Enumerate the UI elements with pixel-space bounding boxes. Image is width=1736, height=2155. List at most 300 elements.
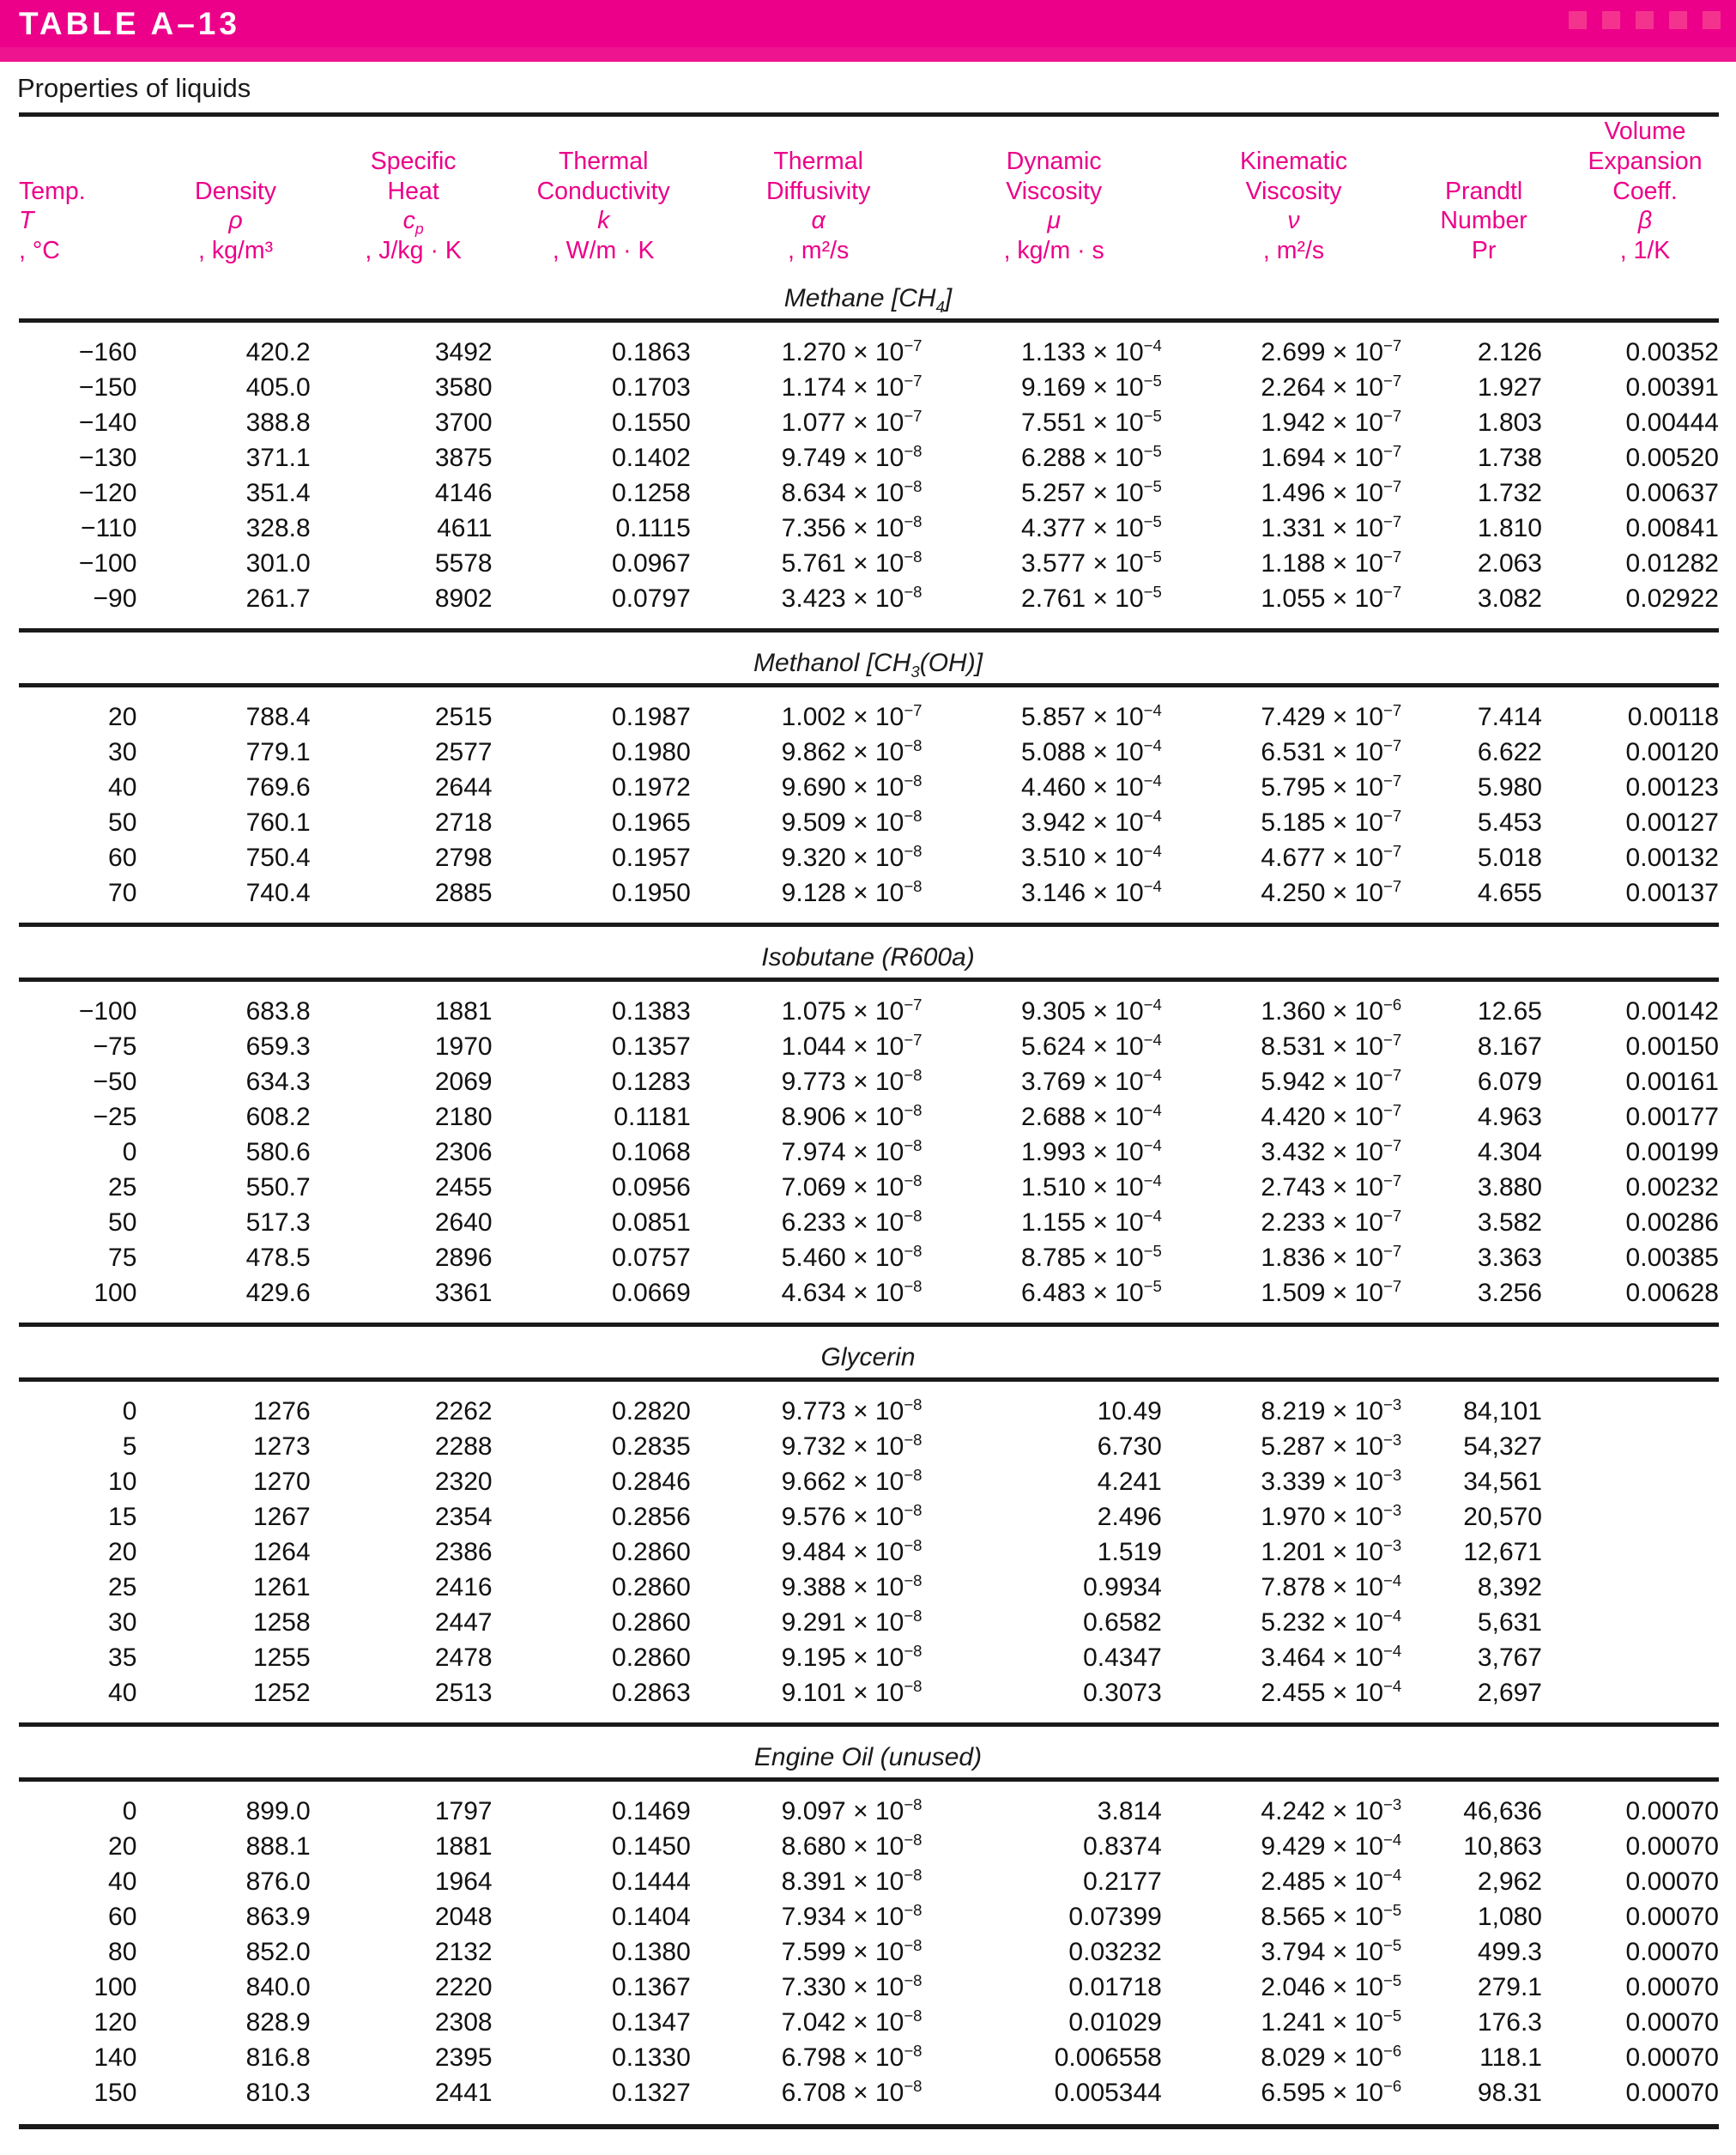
cell-dynamic-viscosity: $5.088 \times 10^{-4}$ xyxy=(1021,736,1162,767)
cell-thermal-conductivity: 0.1068 xyxy=(612,1138,691,1167)
cell-dynamic-viscosity: 0.005344 xyxy=(1054,2079,1162,2108)
cell-volume-expansion-coeff: 0.00070 xyxy=(1625,2079,1719,2108)
cell-density: 405.0 xyxy=(245,373,311,403)
cell-kinematic-viscosity: $5.942 \times 10^{-7}$ xyxy=(1261,1066,1402,1097)
cell-dynamic-viscosity: 0.8374 xyxy=(1083,1832,1162,1861)
cell-thermal-diffusivity: $9.862 \times 10^{-8}$ xyxy=(781,736,922,767)
cell-prandtl-number: 4.655 xyxy=(1477,879,1542,908)
cell-dynamic-viscosity: $1.510 \times 10^{-4}$ xyxy=(1021,1171,1162,1202)
cell-temp: −120 xyxy=(78,479,137,508)
cell-prandtl-number: 118.1 xyxy=(1479,2043,1542,2073)
cell-dynamic-viscosity: $3.146 \times 10^{-4}$ xyxy=(1021,877,1162,908)
cell-volume-expansion-coeff xyxy=(1554,1394,1736,1429)
cell-temp: 40 xyxy=(108,773,137,802)
cell-dynamic-viscosity: 0.4347 xyxy=(1083,1643,1162,1673)
section-title-row xyxy=(0,633,1736,683)
cell-thermal-diffusivity: $7.599 \times 10^{-8}$ xyxy=(781,1936,922,1967)
col-alpha-line1: Thermal xyxy=(773,147,863,175)
col-temp-line2: Temp. xyxy=(19,177,86,205)
cell-prandtl-number: 176.3 xyxy=(1477,2008,1542,2037)
cell-thermal-diffusivity: $3.423 \times 10^{-8}$ xyxy=(781,583,922,614)
cell-temp: −100 xyxy=(78,549,137,578)
table-header-bar xyxy=(0,0,1736,47)
cell-dynamic-viscosity: 0.01718 xyxy=(1068,1973,1162,2002)
cell-density: 788.4 xyxy=(245,703,311,732)
table-header-accent-strip xyxy=(0,47,1736,62)
cell-prandtl-number: 6.622 xyxy=(1477,738,1542,767)
column-header-dynamic-viscosity xyxy=(935,117,1174,268)
cell-dynamic-viscosity: $2.688 \times 10^{-4}$ xyxy=(1021,1101,1162,1132)
cell-volume-expansion-coeff xyxy=(1554,1429,1736,1464)
cell-prandtl-number: 5,631 xyxy=(1477,1608,1542,1637)
cell-kinematic-viscosity: $3.432 \times 10^{-7}$ xyxy=(1261,1136,1402,1167)
cell-dynamic-viscosity: $8.785 \times 10^{-5}$ xyxy=(1021,1242,1162,1273)
cell-density: 810.3 xyxy=(245,2079,311,2108)
cell-thermal-conductivity: 0.1957 xyxy=(612,844,691,873)
cell-volume-expansion-coeff: 0.00637 xyxy=(1625,479,1719,508)
cell-thermal-diffusivity: $9.320 \times 10^{-8}$ xyxy=(781,842,922,873)
col-nu-line2: Viscosity xyxy=(1245,177,1342,205)
cell-thermal-diffusivity: $9.662 \times 10^{-8}$ xyxy=(781,1466,922,1497)
cell-volume-expansion-coeff: 0.00520 xyxy=(1625,444,1719,473)
cell-prandtl-number: 12.65 xyxy=(1477,997,1542,1026)
cell-thermal-diffusivity: $9.690 \times 10^{-8}$ xyxy=(781,772,922,802)
properties-of-liquids-table xyxy=(0,117,1736,2110)
cell-dynamic-viscosity: $9.305 \times 10^{-4}$ xyxy=(1021,996,1162,1026)
table-row xyxy=(0,1029,1736,1064)
cell-density: 1276 xyxy=(252,1397,311,1426)
cell-prandtl-number: 499.3 xyxy=(1477,1938,1542,1967)
table-row xyxy=(0,1240,1736,1275)
cell-thermal-conductivity: 0.0797 xyxy=(612,584,691,614)
cell-volume-expansion-coeff: 0.00070 xyxy=(1625,1832,1719,1861)
cell-thermal-conductivity: 0.1327 xyxy=(612,2079,691,2108)
cell-temp: 0 xyxy=(122,1138,137,1167)
cell-density: 750.4 xyxy=(245,844,311,873)
cell-density: 779.1 xyxy=(245,738,311,767)
cell-specific-heat: 1970 xyxy=(434,1032,493,1062)
cell-specific-heat: 2354 xyxy=(434,1503,493,1532)
cell-density: 388.8 xyxy=(245,409,311,438)
column-header-temp xyxy=(0,117,148,268)
cell-volume-expansion-coeff: 0.01282 xyxy=(1625,549,1719,578)
cell-volume-expansion-coeff: 0.00120 xyxy=(1625,738,1719,767)
cell-dynamic-viscosity: $1.133 \times 10^{-4}$ xyxy=(1021,336,1162,367)
cell-volume-expansion-coeff: 0.00070 xyxy=(1625,1867,1719,1897)
cell-volume-expansion-coeff: 0.00127 xyxy=(1625,808,1719,838)
cell-prandtl-number: 8.167 xyxy=(1477,1032,1542,1062)
decor-square-icon xyxy=(1669,11,1687,29)
cell-thermal-conductivity: 0.0956 xyxy=(612,1173,691,1202)
cell-prandtl-number: 279.1 xyxy=(1477,1973,1542,2002)
col-beta-line2: Coeff. xyxy=(1612,177,1678,205)
cell-specific-heat: 2288 xyxy=(434,1432,493,1462)
cell-volume-expansion-coeff: 0.00352 xyxy=(1625,338,1719,367)
cell-specific-heat: 4146 xyxy=(434,479,493,508)
cell-temp: −160 xyxy=(78,338,137,367)
cell-volume-expansion-coeff xyxy=(1554,1499,1736,1535)
table-row xyxy=(0,1864,1736,1899)
cell-kinematic-viscosity: $8.531 \times 10^{-7}$ xyxy=(1261,1031,1402,1062)
cell-temp: 20 xyxy=(108,1538,137,1567)
col-pr-line2: Number xyxy=(1440,207,1527,235)
cell-thermal-diffusivity: $9.101 \times 10^{-8}$ xyxy=(781,1677,922,1708)
cell-temp: 40 xyxy=(108,1679,137,1708)
cell-thermal-conductivity: 0.2860 xyxy=(612,1643,691,1673)
cell-thermal-diffusivity: $7.356 \times 10^{-8}$ xyxy=(781,512,922,543)
cell-dynamic-viscosity: $3.510 \times 10^{-4}$ xyxy=(1021,842,1162,873)
cell-temp: 0 xyxy=(122,1397,137,1426)
cell-prandtl-number: 1.738 xyxy=(1477,444,1542,473)
cell-specific-heat: 2513 xyxy=(434,1679,493,1708)
cell-temp: 50 xyxy=(108,1208,137,1238)
cell-volume-expansion-coeff: 0.00385 xyxy=(1625,1244,1719,1273)
cell-volume-expansion-coeff: 0.02922 xyxy=(1625,584,1719,614)
cell-density: 420.2 xyxy=(245,338,311,367)
cell-specific-heat: 2308 xyxy=(434,2008,493,2037)
cell-kinematic-viscosity: $4.677 \times 10^{-7}$ xyxy=(1261,842,1402,873)
cell-temp: 40 xyxy=(108,1867,137,1897)
cell-prandtl-number: 46,636 xyxy=(1463,1797,1542,1826)
cell-prandtl-number: 3.256 xyxy=(1477,1279,1542,1308)
cell-temp: −110 xyxy=(81,514,137,543)
cell-specific-heat: 2069 xyxy=(434,1068,493,1097)
table-row xyxy=(0,440,1736,475)
col-pr-unit: Pr xyxy=(1471,237,1497,265)
cell-thermal-diffusivity: $9.097 \times 10^{-8}$ xyxy=(781,1795,922,1826)
column-header-specific-heat xyxy=(323,117,505,268)
cell-kinematic-viscosity: $4.242 \times 10^{-3}$ xyxy=(1261,1795,1402,1826)
cell-specific-heat: 8902 xyxy=(434,584,493,614)
cell-thermal-conductivity: 0.1469 xyxy=(612,1797,691,1826)
cell-specific-heat: 2180 xyxy=(434,1103,493,1132)
cell-thermal-conductivity: 0.1703 xyxy=(612,373,691,403)
cell-specific-heat: 2395 xyxy=(434,2043,493,2073)
cell-volume-expansion-coeff: 0.00070 xyxy=(1625,1903,1719,1932)
cell-dynamic-viscosity: 2.496 xyxy=(1097,1503,1162,1532)
cell-thermal-conductivity: 0.1330 xyxy=(612,2043,691,2073)
cell-specific-heat: 2885 xyxy=(434,879,493,908)
cell-dynamic-viscosity: 10.49 xyxy=(1097,1397,1162,1426)
cell-prandtl-number: 12,671 xyxy=(1463,1538,1542,1567)
cell-kinematic-viscosity: $1.694 \times 10^{-7}$ xyxy=(1261,442,1402,473)
table-row xyxy=(0,2005,1736,2040)
cell-temp: 75 xyxy=(108,1244,137,1273)
cell-density: 683.8 xyxy=(245,997,311,1026)
cell-specific-heat: 2447 xyxy=(434,1608,493,1637)
cell-prandtl-number: 2,962 xyxy=(1477,1867,1542,1897)
cell-prandtl-number: 34,561 xyxy=(1463,1468,1542,1497)
cell-volume-expansion-coeff xyxy=(1554,1535,1736,1570)
cell-density: 816.8 xyxy=(245,2043,311,2073)
cell-kinematic-viscosity: $9.429 \times 10^{-4}$ xyxy=(1261,1831,1402,1861)
cell-density: 1273 xyxy=(252,1432,311,1462)
cell-thermal-conductivity: 0.2856 xyxy=(612,1503,691,1532)
cell-dynamic-viscosity: 0.6582 xyxy=(1083,1608,1162,1637)
cell-temp: 60 xyxy=(108,1903,137,1932)
cell-prandtl-number: 4.963 xyxy=(1477,1103,1542,1132)
spacer-row xyxy=(0,323,1736,335)
cell-volume-expansion-coeff: 0.00142 xyxy=(1625,997,1719,1026)
spacer-row xyxy=(0,687,1736,699)
cell-thermal-diffusivity: $8.391 \times 10^{-8}$ xyxy=(781,1866,922,1897)
cell-density: 301.0 xyxy=(245,549,311,578)
cell-thermal-diffusivity: $7.974 \times 10^{-8}$ xyxy=(781,1136,922,1167)
table-row xyxy=(0,699,1736,735)
section-title: Methanol $[CH_3(OH)]$ xyxy=(753,649,983,681)
cell-specific-heat: 2644 xyxy=(434,773,493,802)
cell-dynamic-viscosity: $6.483 \times 10^{-5}$ xyxy=(1021,1277,1162,1308)
cell-kinematic-viscosity: $2.455 \times 10^{-4}$ xyxy=(1261,1677,1402,1708)
cell-kinematic-viscosity: $2.264 \times 10^{-7}$ xyxy=(1261,372,1402,403)
cell-dynamic-viscosity: $4.377 \times 10^{-5}$ xyxy=(1021,512,1162,543)
cell-volume-expansion-coeff: 0.00841 xyxy=(1625,514,1719,543)
cell-thermal-diffusivity: $1.270 \times 10^{-7}$ xyxy=(781,336,922,367)
cell-dynamic-viscosity: 0.3073 xyxy=(1083,1679,1162,1708)
col-dens-line2: Density xyxy=(195,177,277,205)
cell-thermal-diffusivity: $9.732 \times 10^{-8}$ xyxy=(781,1431,922,1462)
cell-volume-expansion-coeff: 0.00391 xyxy=(1625,373,1719,403)
cell-volume-expansion-coeff: 0.00286 xyxy=(1625,1208,1719,1238)
cell-volume-expansion-coeff: 0.00232 xyxy=(1625,1173,1719,1202)
cell-kinematic-viscosity: $2.233 \times 10^{-7}$ xyxy=(1261,1207,1402,1238)
cell-density: 429.6 xyxy=(245,1279,311,1308)
col-nu-unit: ν , m²/s xyxy=(1262,207,1325,265)
table-row xyxy=(0,2040,1736,2075)
cell-specific-heat: 2478 xyxy=(434,1643,493,1673)
cell-thermal-diffusivity: $9.128 \times 10^{-8}$ xyxy=(781,877,922,908)
cell-specific-heat: 3700 xyxy=(434,409,493,438)
table-row xyxy=(0,1429,1736,1464)
cell-thermal-conductivity: 0.1258 xyxy=(612,479,691,508)
cell-kinematic-viscosity: $5.287 \times 10^{-3}$ xyxy=(1261,1431,1402,1462)
table-row xyxy=(0,840,1736,875)
cell-thermal-conductivity: 0.1283 xyxy=(612,1068,691,1097)
spacer-row xyxy=(0,1710,1736,1722)
cell-kinematic-viscosity: $7.878 \times 10^{-4}$ xyxy=(1261,1571,1402,1602)
cell-prandtl-number: 1.810 xyxy=(1477,514,1542,543)
cell-kinematic-viscosity: $1.509 \times 10^{-7}$ xyxy=(1261,1277,1402,1308)
cell-kinematic-viscosity: $8.029 \times 10^{-6}$ xyxy=(1261,2042,1402,2073)
column-header-thermal-conductivity xyxy=(505,117,703,268)
cell-density: 899.0 xyxy=(245,1797,311,1826)
section-title-row xyxy=(0,927,1736,978)
cell-density: 261.7 xyxy=(245,584,311,614)
cell-prandtl-number: 2,697 xyxy=(1477,1679,1542,1708)
cell-kinematic-viscosity: $2.743 \times 10^{-7}$ xyxy=(1261,1171,1402,1202)
spacer-row xyxy=(0,1311,1736,1323)
cell-thermal-conductivity: 0.1404 xyxy=(612,1903,691,1932)
cell-volume-expansion-coeff: 0.00161 xyxy=(1625,1068,1719,1097)
cell-temp: 80 xyxy=(108,1938,137,1967)
cell-density: 1267 xyxy=(252,1503,311,1532)
cell-prandtl-number: 1.803 xyxy=(1477,409,1542,438)
spacer-row xyxy=(0,1382,1736,1394)
section-title-row xyxy=(0,1327,1736,1377)
spacer-row xyxy=(0,616,1736,628)
table-head xyxy=(0,117,1736,268)
cell-thermal-diffusivity: $9.773 \times 10^{-8}$ xyxy=(781,1066,922,1097)
cell-prandtl-number: 54,327 xyxy=(1463,1432,1542,1462)
column-header-volume-expansion-coeff xyxy=(1554,117,1736,268)
cell-thermal-diffusivity: $9.484 \times 10^{-8}$ xyxy=(781,1536,922,1567)
col-k-line2: Conductivity xyxy=(536,177,670,205)
cell-kinematic-viscosity: $1.360 \times 10^{-6}$ xyxy=(1261,996,1402,1026)
cell-thermal-conductivity: 0.2860 xyxy=(612,1573,691,1602)
cell-temp: 35 xyxy=(108,1643,137,1673)
cell-thermal-diffusivity: $5.761 \times 10^{-8}$ xyxy=(781,548,922,578)
cell-kinematic-viscosity: $6.595 \times 10^{-6}$ xyxy=(1261,2077,1402,2108)
cell-thermal-conductivity: 0.1380 xyxy=(612,1938,691,1967)
cell-density: 517.3 xyxy=(245,1208,311,1238)
cell-thermal-diffusivity: $4.634 \times 10^{-8}$ xyxy=(781,1277,922,1308)
table-row xyxy=(0,1205,1736,1240)
cell-volume-expansion-coeff: 0.00070 xyxy=(1625,2008,1719,2037)
table-number-label: TABLE A–13 xyxy=(19,6,240,41)
cell-density: 550.7 xyxy=(245,1173,311,1202)
cell-thermal-conductivity: 0.1181 xyxy=(614,1103,691,1132)
cell-temp: −90 xyxy=(93,584,137,614)
cell-dynamic-viscosity: $5.257 \times 10^{-5}$ xyxy=(1021,477,1162,508)
cell-prandtl-number: 3.082 xyxy=(1477,584,1542,614)
table-row xyxy=(0,475,1736,511)
cell-kinematic-viscosity: $1.970 \times 10^{-3}$ xyxy=(1261,1501,1402,1532)
cell-temp: 10 xyxy=(108,1468,137,1497)
cell-specific-heat: 2455 xyxy=(434,1173,493,1202)
cell-thermal-conductivity: 0.1550 xyxy=(612,409,691,438)
cell-volume-expansion-coeff: 0.00444 xyxy=(1625,409,1719,438)
col-mu-line1: Dynamic xyxy=(1006,147,1102,175)
cell-volume-expansion-coeff xyxy=(1554,1605,1736,1640)
cell-prandtl-number: 3.363 xyxy=(1477,1244,1542,1273)
cell-dynamic-viscosity: $3.942 \times 10^{-4}$ xyxy=(1021,807,1162,838)
cell-prandtl-number: 3.582 xyxy=(1477,1208,1542,1238)
cell-specific-heat: 2048 xyxy=(434,1903,493,1932)
decor-square-icon xyxy=(1703,11,1721,29)
cell-dynamic-viscosity: $6.288 \times 10^{-5}$ xyxy=(1021,442,1162,473)
cell-volume-expansion-coeff xyxy=(1554,1570,1736,1605)
cell-prandtl-number: 5.453 xyxy=(1477,808,1542,838)
cell-temp: 20 xyxy=(108,703,137,732)
cell-temp: 5 xyxy=(122,1432,137,1462)
table-row xyxy=(0,1899,1736,1934)
cell-volume-expansion-coeff: 0.00070 xyxy=(1625,1973,1719,2002)
cell-density: 580.6 xyxy=(245,1138,311,1167)
cell-kinematic-viscosity: $5.185 \times 10^{-7}$ xyxy=(1261,807,1402,838)
cell-kinematic-viscosity: $8.565 \times 10^{-5}$ xyxy=(1261,1901,1402,1932)
table-row xyxy=(0,1605,1736,1640)
cell-density: 769.6 xyxy=(245,773,311,802)
cell-prandtl-number: 3.880 xyxy=(1477,1173,1542,1202)
cell-thermal-diffusivity: $1.077 \times 10^{-7}$ xyxy=(781,407,922,438)
cell-temp: 120 xyxy=(94,2008,137,2037)
cell-density: 828.9 xyxy=(245,2008,311,2037)
cell-specific-heat: 2640 xyxy=(434,1208,493,1238)
cell-thermal-diffusivity: $9.773 \times 10^{-8}$ xyxy=(781,1395,922,1426)
cell-dynamic-viscosity: $3.577 \times 10^{-5}$ xyxy=(1021,548,1162,578)
cell-temp: 100 xyxy=(94,1279,137,1308)
section-title: Glycerin xyxy=(820,1343,916,1372)
cell-specific-heat: 2262 xyxy=(434,1397,493,1426)
cell-thermal-diffusivity: $8.906 \times 10^{-8}$ xyxy=(781,1101,922,1132)
cell-temp: −25 xyxy=(93,1103,137,1132)
table-row xyxy=(0,735,1736,770)
table-row xyxy=(0,1675,1736,1710)
section-title-row xyxy=(0,1727,1736,1777)
cell-temp: 70 xyxy=(108,879,137,908)
cell-temp: 150 xyxy=(94,2079,137,2108)
cell-prandtl-number: 2.063 xyxy=(1477,549,1542,578)
cell-temp: −150 xyxy=(78,373,137,403)
cell-thermal-conductivity: 0.1367 xyxy=(612,1973,691,2002)
table-caption: Properties of liquids xyxy=(17,73,251,103)
cell-volume-expansion-coeff: 0.00132 xyxy=(1625,844,1719,873)
cell-prandtl-number: 1.927 xyxy=(1477,373,1542,403)
table-row xyxy=(0,370,1736,405)
cell-temp: −75 xyxy=(93,1032,137,1062)
cell-volume-expansion-coeff xyxy=(1554,1640,1736,1675)
column-header-prandtl-number xyxy=(1413,117,1554,268)
cell-kinematic-viscosity: $1.331 \times 10^{-7}$ xyxy=(1261,512,1402,543)
cell-thermal-conductivity: 0.2863 xyxy=(612,1679,691,1708)
cell-density: 608.2 xyxy=(245,1103,311,1132)
cell-thermal-conductivity: 0.2835 xyxy=(612,1432,691,1462)
cell-density: 760.1 xyxy=(245,808,311,838)
cell-thermal-diffusivity: $1.075 \times 10^{-7}$ xyxy=(781,996,922,1026)
cell-volume-expansion-coeff: 0.00177 xyxy=(1625,1103,1719,1132)
col-beta-unit: β , 1/K xyxy=(1619,207,1671,265)
spacer-row xyxy=(0,982,1736,994)
cell-thermal-conductivity: 0.0967 xyxy=(612,549,691,578)
cell-dynamic-viscosity: $4.460 \times 10^{-4}$ xyxy=(1021,772,1162,802)
cell-thermal-diffusivity: $7.069 \times 10^{-8}$ xyxy=(781,1171,922,1202)
col-beta-line1: Expansion xyxy=(1588,147,1703,175)
cell-kinematic-viscosity: $3.339 \times 10^{-3}$ xyxy=(1261,1466,1402,1497)
table-row xyxy=(0,1135,1736,1170)
cell-dynamic-viscosity: 0.03232 xyxy=(1068,1938,1162,1967)
table-row xyxy=(0,335,1736,370)
table-row xyxy=(0,805,1736,840)
cell-dynamic-viscosity: $5.624 \times 10^{-4}$ xyxy=(1021,1031,1162,1062)
cell-density: 371.1 xyxy=(245,444,311,473)
cell-kinematic-viscosity: $4.420 \times 10^{-7}$ xyxy=(1261,1101,1402,1132)
cell-specific-heat: 2416 xyxy=(434,1573,493,1602)
table-bottom-rule xyxy=(19,2124,1719,2129)
col-nu-line1: Kinematic xyxy=(1239,147,1348,175)
cell-specific-heat: 2132 xyxy=(434,1938,493,1967)
cell-volume-expansion-coeff: 0.00070 xyxy=(1625,1938,1719,1967)
cell-specific-heat: 2577 xyxy=(434,738,493,767)
cell-thermal-conductivity: 0.0757 xyxy=(612,1244,691,1273)
table-row xyxy=(0,511,1736,546)
cell-specific-heat: 2320 xyxy=(434,1468,493,1497)
cell-thermal-diffusivity: $6.233 \times 10^{-8}$ xyxy=(781,1207,922,1238)
cell-thermal-diffusivity: $1.002 \times 10^{-7}$ xyxy=(781,701,922,732)
cell-specific-heat: 1964 xyxy=(434,1867,493,1897)
cell-volume-expansion-coeff xyxy=(1554,1675,1736,1710)
decor-square-icon xyxy=(1569,11,1587,29)
table-row xyxy=(0,1275,1736,1311)
cell-density: 1261 xyxy=(252,1573,311,1602)
cell-temp: 25 xyxy=(108,1573,137,1602)
cell-volume-expansion-coeff: 0.00123 xyxy=(1625,773,1719,802)
cell-thermal-diffusivity: $9.388 \times 10^{-8}$ xyxy=(781,1571,922,1602)
table-row xyxy=(0,2075,1736,2110)
col-k-line1: Thermal xyxy=(558,147,649,175)
table-body xyxy=(0,268,1736,2110)
cell-thermal-conductivity: 0.1450 xyxy=(612,1832,691,1861)
cell-density: 740.4 xyxy=(245,879,311,908)
